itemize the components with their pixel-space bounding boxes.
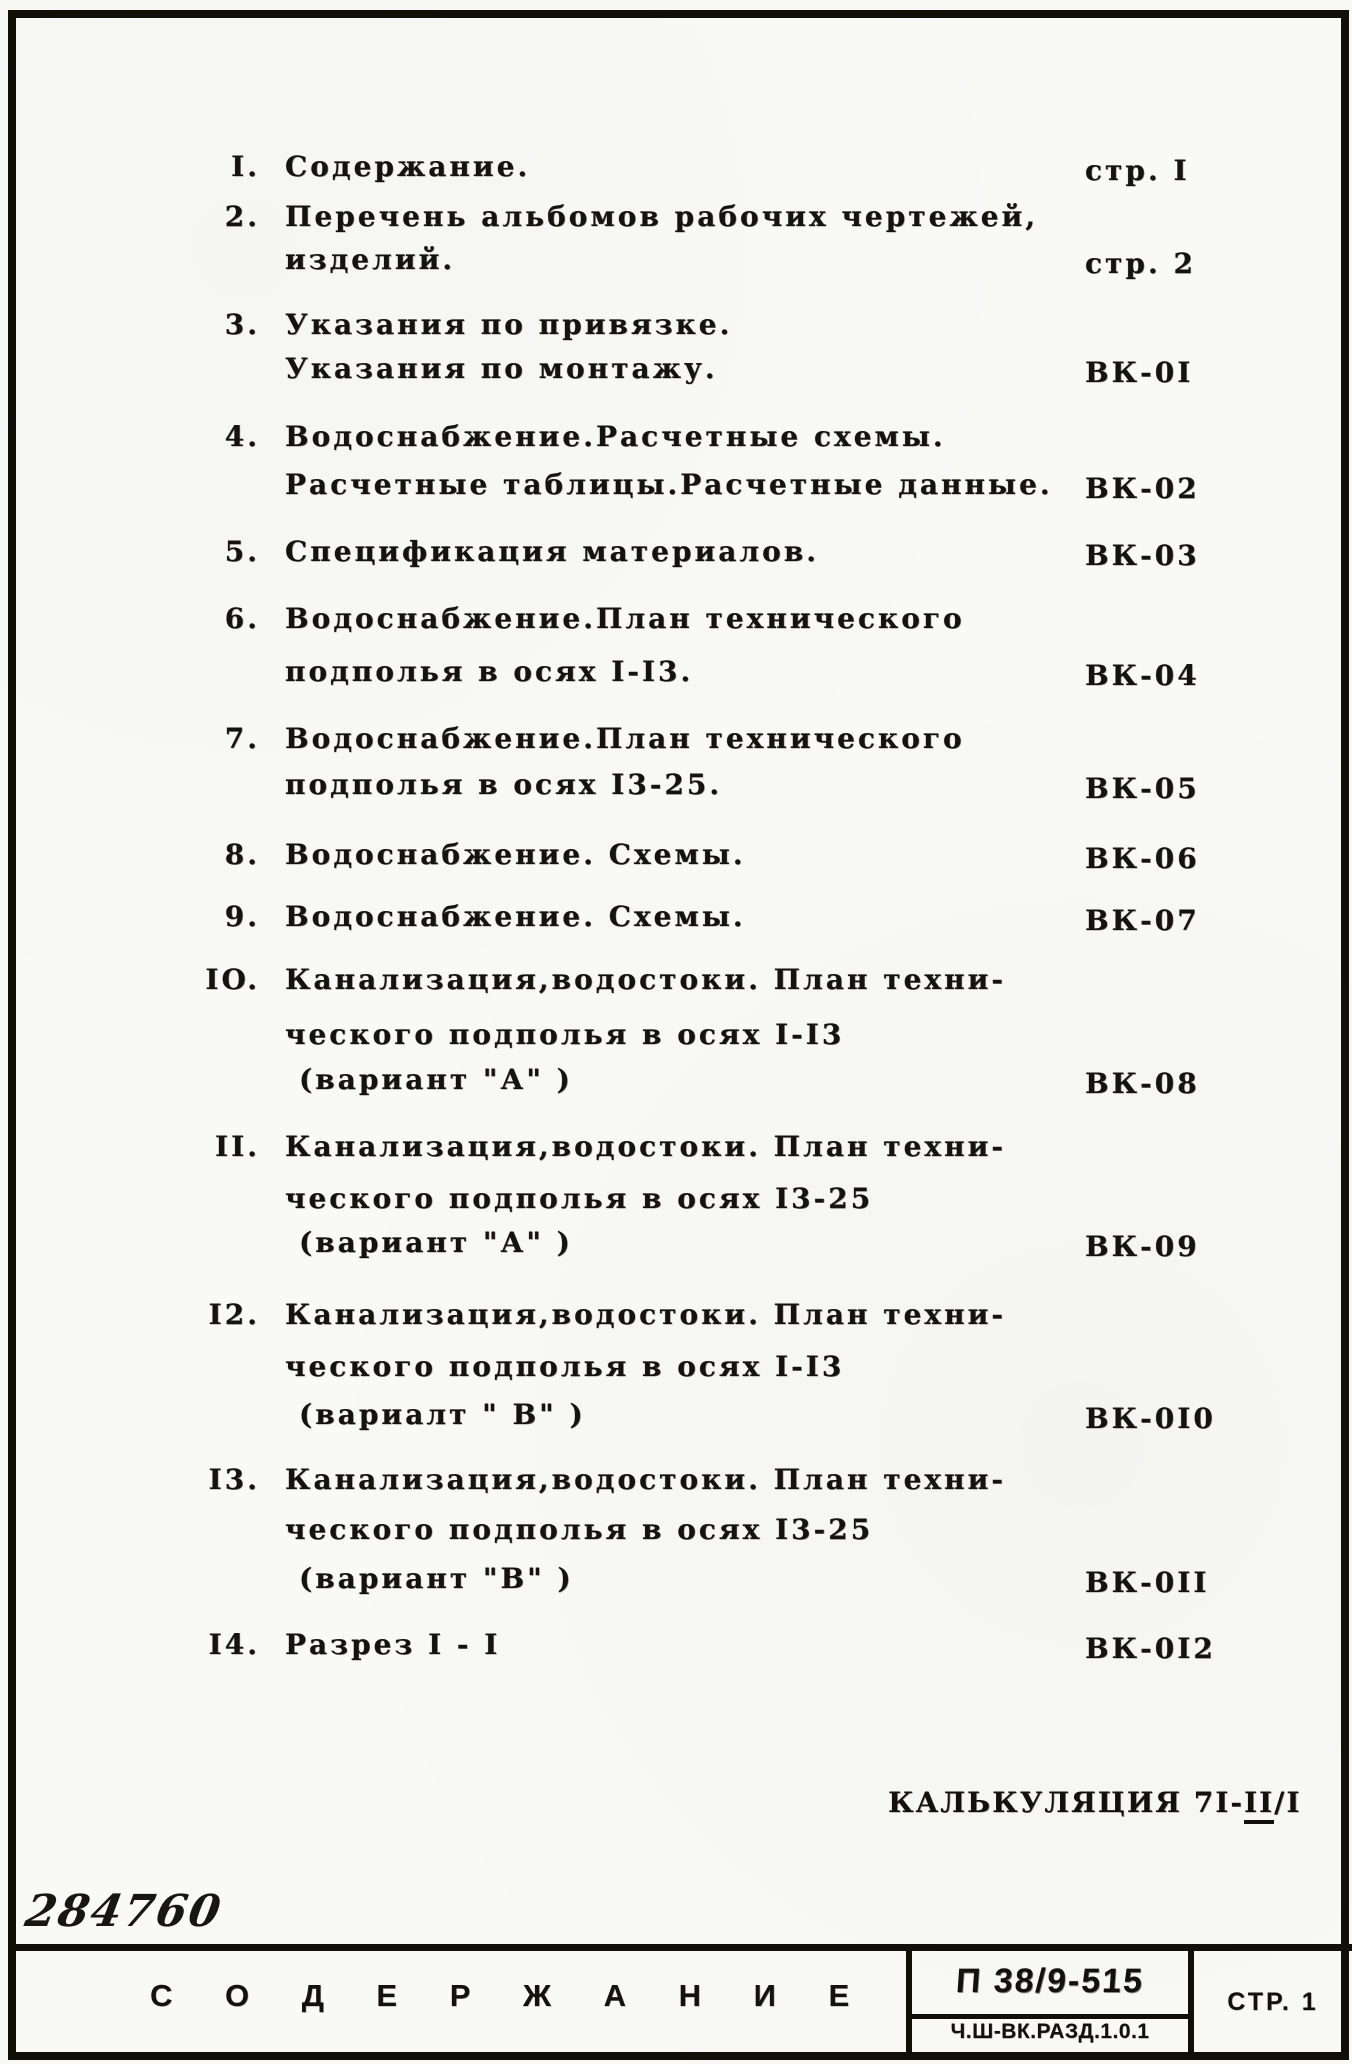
item-number: II. [215, 1130, 260, 1163]
item-text-line: Водоснабжение. Схемы. [285, 838, 746, 871]
sheet-reference: ВК-0I2 [1085, 1632, 1216, 1665]
calculation-suffix: /I [1274, 1786, 1302, 1819]
item-text-line: ческого подполья в осях I3-25 [285, 1182, 874, 1215]
item-text-line: Содержание. [285, 150, 531, 183]
item-text-line: Перечень альбомов рабочих чертежей, [285, 200, 1039, 233]
item-number: 5. [224, 535, 260, 568]
sheet-reference: ВК-05 [1085, 772, 1200, 805]
item-number: 9. [224, 900, 260, 933]
sheet-reference: ВК-0I0 [1085, 1402, 1216, 1435]
sheet-reference: ВК-08 [1085, 1067, 1200, 1100]
calculation-underlined: II [1244, 1786, 1274, 1824]
title-block-top-line [8, 1944, 1352, 1951]
item-text-line: (вариант "А" ) [299, 1226, 573, 1259]
item-number: 3. [224, 308, 260, 341]
item-text-line: подполья в осях I-I3. [285, 655, 694, 688]
title-block-divider-horizontal [906, 2014, 1194, 2019]
item-number: 6. [224, 602, 260, 635]
item-text-line: Канализация,водостоки. План техни- [285, 1130, 1006, 1163]
sheet-reference: ВК-07 [1085, 904, 1200, 937]
item-text-line: ческого подполья в осях I3-25 [285, 1513, 874, 1546]
item-text-line: изделий. [285, 243, 456, 276]
item-text-line: ческого подполья в осях I-I3 [285, 1018, 845, 1051]
item-number: 4. [224, 420, 260, 453]
item-number: I2. [208, 1298, 260, 1331]
item-text-line: Водоснабжение. Схемы. [285, 900, 746, 933]
item-number: 7. [224, 722, 260, 755]
calculation-note [888, 1786, 1301, 1819]
item-text-line: (вариант "А" ) [299, 1063, 573, 1096]
document-number: П 38/9-515 [954, 1962, 1146, 2000]
item-text-line: Расчетные таблицы.Расчетные данные. [285, 468, 1053, 501]
sheet-reference: ВК-03 [1085, 539, 1200, 572]
item-text-line: Водоснабжение.Расчетные схемы. [285, 420, 946, 453]
item-text-line: Указания по монтажу. [285, 352, 718, 385]
sheet-reference: ВК-06 [1085, 842, 1200, 875]
sheet-reference: стр. 2 [1085, 247, 1196, 280]
item-text-line: (вариант "В" ) [299, 1562, 574, 1595]
page-number: СТР. 1 [1227, 1988, 1319, 2016]
item-text-line: Канализация,водостоки. План техни- [285, 963, 1006, 996]
item-text-line: ческого подполья в осях I-I3 [285, 1350, 845, 1383]
sheet-reference: ВК-09 [1085, 1230, 1200, 1263]
handwritten-inventory-number: 284760 [21, 1886, 227, 1937]
item-text-line: (вариалт " В" ) [299, 1398, 586, 1431]
item-text-line: Спецификация материалов. [285, 535, 820, 568]
item-number: 2. [224, 200, 260, 233]
item-number: IO. [205, 963, 260, 996]
item-number: 8. [224, 838, 260, 871]
item-text-line: Водоснабжение.План технического [285, 602, 965, 635]
sheet-reference: ВК-04 [1085, 659, 1200, 692]
calculation-prefix: КАЛЬКУЛЯЦИЯ 7I- [888, 1786, 1244, 1819]
item-number: I. [231, 150, 260, 183]
sheet-reference: ВК-0I [1085, 356, 1194, 389]
item-text-line: Водоснабжение.План технического [285, 722, 965, 755]
item-text-line: Канализация,водостоки. План техни- [285, 1463, 1006, 1496]
sheet-reference: ВК-0II [1085, 1566, 1210, 1599]
document-title: С О Д Е Р Ж А Н И Е [150, 1978, 872, 2013]
sheet-reference: стр. I [1085, 154, 1190, 187]
item-text-line: Разрез I - I [285, 1628, 501, 1661]
item-number: I4. [208, 1628, 260, 1661]
item-number: I3. [208, 1463, 260, 1496]
item-text-line: подполья в осях I3-25. [285, 768, 723, 801]
item-text-line: Указания по привязке. [285, 308, 733, 341]
document-code: Ч.Ш-ВК.РАЗД.1.0.1 [950, 2020, 1150, 2043]
sheet-reference: ВК-02 [1085, 472, 1200, 505]
item-text-line: Канализация,водостоки. План техни- [285, 1298, 1006, 1331]
